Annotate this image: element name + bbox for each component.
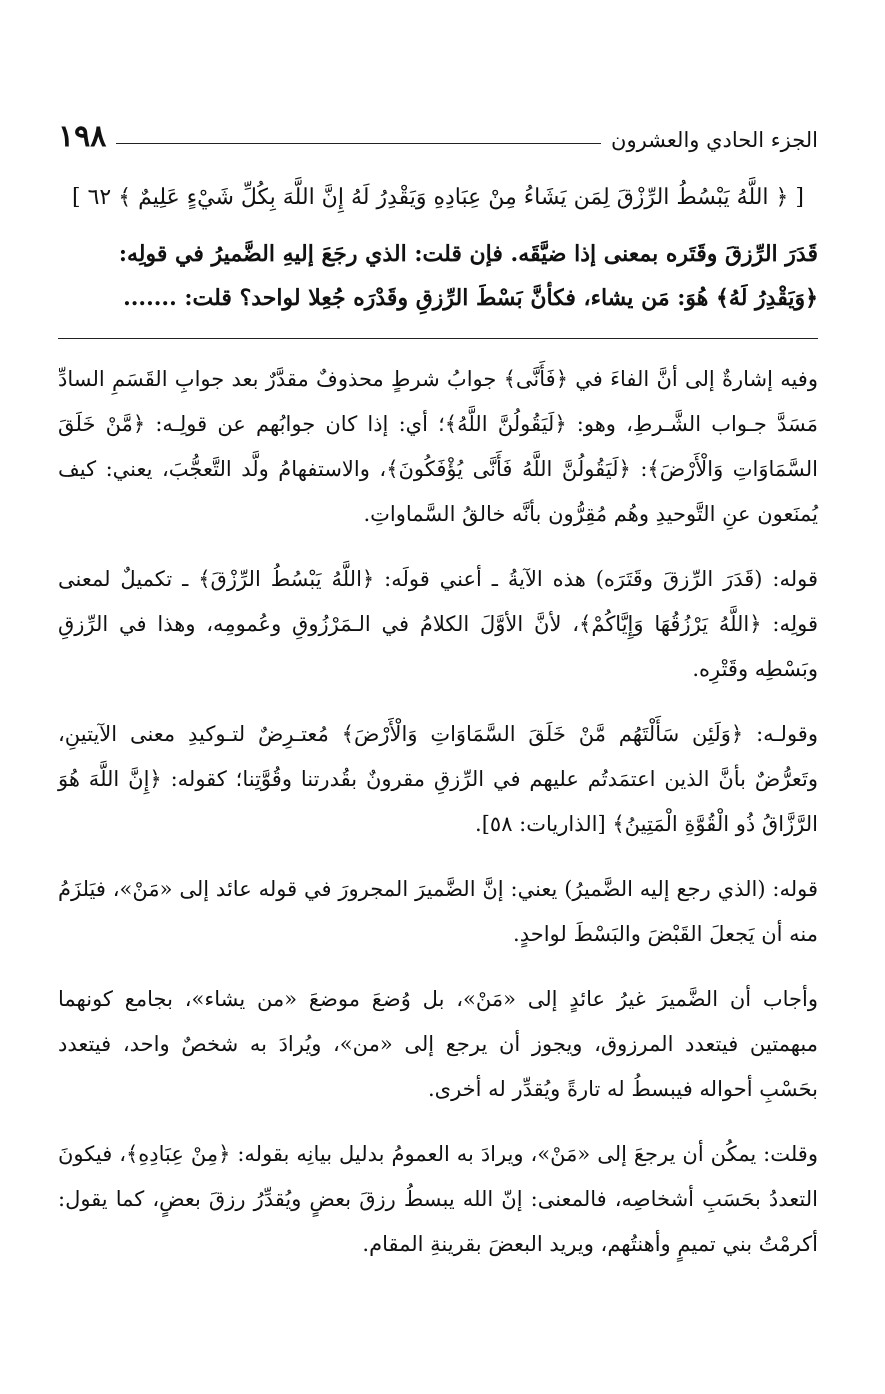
note-paragraph: وقلت: يمكُن أن يرجعَ إلى «مَنْ»، ويرادَ به العمومُ بدليل بيانِه بقوله: ﴿مِنْ عِبَادِهِ﴾، فيكونَ التعددُ بحَسَبِ أشخاصِه، فالمعنى: إنّ الله يبسطُ رزقَ بعضٍ ويُقدِّرُ رزقَ بعضٍ، كما يقول: أكرمْتُ بني تميمٍ وأهنتُهم، ويريد البعضَ بقرينةِ المقام. [58, 1142, 818, 1256]
running-title: الجزء الحادي والعشرون [611, 128, 818, 152]
page-header [58, 108, 818, 154]
note-paragraph: وأجاب أن الضَّميرَ غيرُ عائدٍ إلى «مَنْ»، بل وُضعَ موضعَ «من يشاء»، بجامع كونهما مبهمتين فيتعدد المرزوق، ويجوز أن يرجع إلى «من»، ويُرادَ به شخصٌ واحد، فيتعدد بحَسْبِ أحواله فيبسطُ له تارةً ويُقدِّر له أخرى. [58, 987, 818, 1101]
header-rule [116, 143, 601, 144]
note-paragraph: وفيه إشارةٌ إلى أنَّ الفاءَ في ﴿فَأَنَّى﴾ جوابُ شرطٍ محذوفٌ مقدَّرٌ بعد جوابِ القَسَمِ السادِّ مَسَدَّ جـواب الشَّـرطِ، وهو: ﴿لَيَقُولُنَّ اللَّهُ﴾؛ أي: إذا كان جوابُهم عن قولِـه: ﴿مَّنْ خَلَقَ السَّمَاوَاتِ وَالْأَرْضَ﴾: ﴿لَيَقُولُنَّ اللَّهُ فَأَنَّى يُؤْفَكُونَ﴾، والاستفهامُ ولَّد التَّعجُّبَ، يعني: كيف يُمنَعون عنِ التَّوحيدِ وهُم مُقِرُّون بأنَّه خالقُ السَّماواتِ. [58, 367, 818, 526]
quran-verse: [ ﴿ اللَّهُ يَبْسُطُ الرِّزْقَ لِمَن يَشَاءُ مِنْ عِبَادِهِ وَيَقْدِرُ لَهُ إِنَّ اللَّهَ بِكُلِّ شَيْءٍ عَلِيمٌ ﴾ ٦٢ ] [71, 185, 804, 210]
note-paragraph: قوله: (الذي رجع إليه الضَّميرُ) يعني: إنَّ الضَّميرَ المجرورَ في قوله عائد إلى «مَنْ»، فيَلزَمُ منه أن يَجعلَ القَبْضَ والبَسْطَ لواحدٍ. [58, 877, 818, 946]
main-commentary [58, 232, 818, 320]
page-number: ١٩٨ [58, 119, 107, 154]
footnote-separator [58, 338, 818, 339]
marginal-notes [58, 357, 818, 1267]
commentary-line: ﴿وَيَقْدِرُ لَهُ﴾ هُوَ: مَن يشاء، فكأنَّ بَسْطَ الرِّزقِ وقَدْرَه جُعِلا لواحد؟ قلت: ....... [123, 285, 818, 311]
note-paragraph: قوله: (قَدَرَ الرِّزقَ وقَتَرَه) هذه الآيةُ ـ أعني قولَه: ﴿اللَّهُ يَبْسُطُ الرِّزْقَ﴾ ـ تكميلٌ لمعنى قولِه: ﴿اللَّهُ يَرْزُقُهَا وَإِيَّاكُمْ﴾، لأنَّ الأوَّلَ الكلامُ في الـمَرْزُوقِ وعُمومِه، وهذا في الرِّزقِ وبَسْطِه وقَتْرِه. [58, 567, 818, 681]
book-page [58, 108, 818, 1287]
commentary-line: قَدَرَ الرِّزقَ وقَتَره بمعنى إذا ضيَّقَه. فإن قلت: الذي رجَعَ إليهِ الضَّميرُ في قولِه: [118, 241, 818, 267]
note-paragraph: وقولـه: ﴿وَلَئِن سَأَلْتَهُم مَّنْ خَلَقَ السَّمَاوَاتِ وَالْأَرْضَ﴾ مُعتـرِضٌ لتـوكيدِ معنى الآيتينِ، وتَعرُّضٌ بأنَّ الذين اعتمَدتُم عليهم في الرِّزقِ مقرونٌ بقُدرتنا وقُوَّتِنا؛ كقوله: ﴿إِنَّ اللَّهَ هُوَ الرَّزَّاقُ ذُو الْقُوَّةِ الْمَتِينُ﴾ [الذاريات: ٥٨]. [58, 722, 818, 836]
